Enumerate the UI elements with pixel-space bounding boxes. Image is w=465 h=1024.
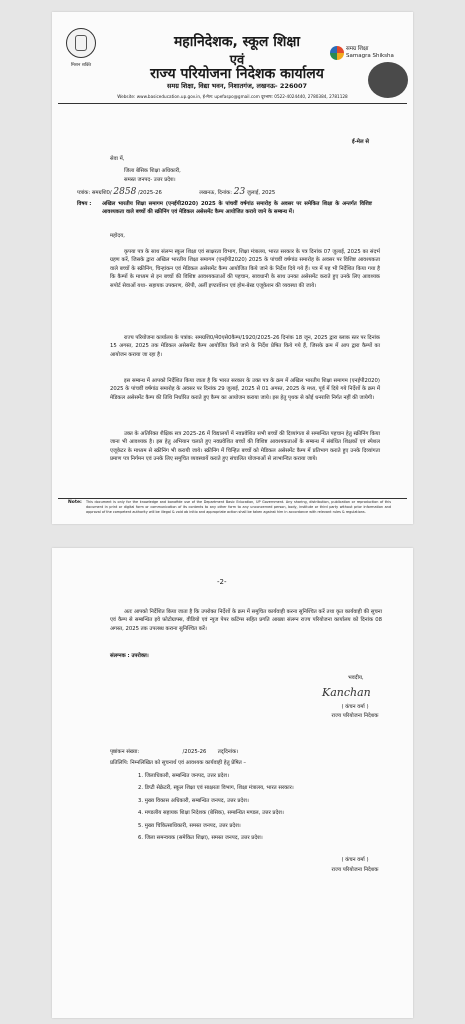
copy-list-item: 5. मुख्य चिकित्साधिकारी, समस्त जनपद, उत्तर प्रदेश। [138, 822, 241, 829]
copy-list-item: 3. मुख्य विकास अधिकारी, सम्बन्धित जनपद, उत्तर प्रदेश। [138, 797, 249, 804]
samagra-shiksha-icon [330, 46, 344, 60]
samagra-logo-text-hindi: समग्र शिक्षा [346, 46, 369, 52]
campaign-photo-icon [368, 62, 408, 98]
samagra-logo-text-english: Samagra Shiksha [346, 53, 394, 59]
date-handwritten: 23 [233, 187, 246, 197]
org-title-line2: एवं [229, 53, 245, 68]
emblem-icon [66, 28, 96, 58]
copy-list-item: 4. मण्डलीय सहायक शिक्षा निदेशक (बेसिक), सम्बन्धित मण्डल, उत्तर प्रदेश। [138, 810, 284, 817]
paragraph-4: उक्त के अतिरिक्त शैक्षिक सत्र 2025-26 में विद्यालयों में नवप्रवेशित सभी बच्चों की दिव्यांगता से सम्बन्धित पहचान हेतु स्क्रीनिंग किया जाना भी आवश्यक है। इस हेतु अभियान चलाते हुए नवप्रवेशित बच्चों की विशिष्ट आवश्यकताओं के सम्बन्ध में संबंधित शिक्षकों एवं स्पेशल एजूकेटर के माध्यम से स्क्रीनिंग भी करायी जाये। स्क्रीनिंग में चिन्हित बच्चों को मेडिकल असेसमेंट कैम्प में प्रतिभाग कराते हुए उनके दिव्यांगता प्रमाण पत्र निर्गमन एवं उनके लिए समुचित व्यवस्थायें कराते हुए संचालित योजनाओं से लाभान्वित कराया जाये। [110, 431, 380, 463]
date-label: लखनऊ, दिनांक: [199, 190, 233, 196]
subject-label: विषय : [77, 201, 92, 207]
signer-name-1: ( कंचन वर्मा ) [341, 704, 369, 710]
signer-name-2: ( कंचन वर्मा ) [341, 857, 369, 863]
mission-shakti-caption: मिशन शक्ति [70, 63, 92, 68]
copy-list-item: 2. डिप्टी सेक्रेटरी, स्कूल शिक्षा एवं साक्षरता विभाग, शिक्षा मंत्रालय, भारत सरकार। [138, 785, 294, 792]
letter-page-1 [52, 12, 413, 524]
recipient-line2: समस्त जनपद- उत्तर प्रदेश। [124, 177, 176, 183]
paragraph-3: इस सम्बन्ध में आपको निर्देशित किया जाता है कि भारत सरकार के उक्त पत्र के क्रम में अखिल भारतीय शिक्षा समागम (एनईपी2020) 2025 के पांचवीं वर्षगांठ समारोह के अवसर पर दिनांक 29 जुलाई, 2025 से 01 अगस्त, 2025 के मध्य, पूर्व में दिये गये निर्देशों के क्रम में मेडिकल असेसमेंट कैम्प की तिथि निर्धारित कराते हुए कैम्प का आयोजन कराया जाये। इस हेतु पृथक से कोई धनराशि निर्गत नहीं की जायेगी। [110, 378, 380, 401]
sign-greeting: भवदीय, [348, 675, 364, 681]
footer-divider [58, 498, 407, 499]
signature-handwritten: Kanchan [322, 686, 371, 699]
copy-list-item: 6. जिला समन्वयक (समेकित शिक्षा), समस्त जनपद, उत्तर प्रदेश। [138, 835, 263, 842]
org-title-line3: राज्य परियोजना निदेशक कार्यालय [150, 66, 324, 82]
paragraph-5: अतः आपको निर्देशित किया जाता है कि उपरोक्त निर्देशों के क्रम में समुचित कार्यवाही करना सुनिश्चित करें तथा कृत कार्यवाही की सूचना एवं कैम्प से सम्बन्धित इवे फ़ोटोग्राफ्स, वीडियो एवं न्यूज पेपर कटिंग्स सहित प्रगति आख्या संलग्न राज्य परियोजना कार्यालय को दिनांक 08 अगस्त, 2025 तक उपलब्ध कराना सुनिश्चित करें। [110, 609, 382, 632]
date-rest: जुलाई, 2025 [246, 190, 276, 196]
reference-line [77, 188, 407, 197]
ref-label: पत्रांक: समग्रशि0/ [77, 190, 112, 196]
email-mark: ई-मेल से [352, 139, 369, 145]
signer-title-1: राज्य परियोजना निदेशक [331, 713, 379, 719]
org-title-line1: महानिदेशक, स्कूल शिक्षा [173, 34, 301, 50]
up-govt-emblem-logo [58, 22, 104, 80]
endorsement-label: पृष्ठांकन संख्या: [110, 749, 140, 755]
copy-list-item: 1. जिलाधिकारी, सम्बन्धित जनपद, उत्तर प्रदेश। [138, 773, 230, 779]
signer-title-2: राज्य परियोजना निदेशक [331, 867, 379, 873]
samagra-shiksha-logo [328, 40, 410, 100]
endorsement-line [110, 748, 400, 756]
recipient-line1: जिला बेसिक शिक्षा अधिकारी, [124, 168, 181, 174]
org-address: समग्र शिक्षा, विद्या भवन, निशातगंज, लखनऊ- 226007 [166, 82, 308, 90]
paragraph-2: राज्य परियोजना कार्यालय के पत्रांक: समग्रशि0/मे0एसे0कैम्प/1920/2025-26 दिनांक 18 जून, 2025 द्वारा ब्लाक स्तर पर दिनांक 15 अगस्त, 2025 तक मेडिकल असेसमेंट कैम्प आयोजित किये जाने के निर्देश प्रेषित किये गये हैं, जिसके क्रम में आप द्वारा कैम्पों का आयोजन कराया जा रहा है। [110, 335, 380, 358]
subject-text: अखिल भारतीय शिक्षा समागम (एनईपी2020) 2025 के पांचवीं वर्षगांठ समारोह के अवसर पर समेकित शिक्षा के अन्तर्गत विशिष्ट आवश्यकता वाले बच्चों की स्क्रीनिंग एवं मेडिकल असेसमेंट कैम्प आयोजित कराये जाने के सम्बन्ध में। [102, 201, 372, 216]
copy-list [138, 772, 388, 846]
endorsement-date: तद्‌दिनांक। [217, 749, 239, 755]
salutation: सेवा में, [110, 156, 125, 162]
greeting: महोदय, [110, 233, 125, 239]
enclosure: संलग्नक : उपरोक्त। [110, 653, 149, 659]
paragraph-1: कृपया पत्र के साथ संलग्न स्कूल शिक्षा एवं साक्षरता विभाग, शिक्षा मंत्रालय, भारत सरकार के पत्र दिनांक 07 जुलाई, 2025 का संदर्भ ग्रहण करें, जिसके द्वारा अखिल भारतीय शिक्षा समागम (एनईपी2020) 2025 के पांचवीं वर्षगांठ समारोह के अवसर पर विशिष्ट आवश्यकता वाले बच्चों के स्क्रीनिंग, चिन्हांकन एवं मेडिकल असेसमेंट कैम्प आयोजित किये जाने के निर्देश दिये गये हैं। पत्र में यह भी निर्देशित किया गया है कि कैम्पों के माध्यम से इन बच्चों की विशिष्ट आवश्यकताओं की पहचान, सावधानी के साथ उनका असेसमेंट कराते हुए उनके लिए आवश्यक सपोर्ट सेवाओं यथा- सहायक उपकरण, थेरेपी, अर्ली इण्टरवेंशन एवं होम-बेस्ड एजूकेशन की व्यवस्था की जाये। [110, 249, 380, 289]
note-text: This document is only for the knowledge and bonafide use of the Department Basic Education, UP Government. Any sharing, distribution, publication or reproduction of this document in print or digital form or communication of its contents to any other form to any unconcerned person, body, institute or third party without prior information and approval of the competent authority will be illegal & void ab initio and appropriate action shall be taken against him in accordance with relevant rules & regulations. [86, 500, 391, 514]
copy-intro: प्रतिलिपि: निम्नलिखित को सूचनार्थ एवं आवश्यक कार्यवाही हेतु प्रेषित – [110, 760, 247, 766]
contact-line: Website: www.basiceducation.up.gov.in, ई-मेल: upefaspo@gmail.com दूरभाष: 0522-4024440, 2780384, 2781128 [117, 94, 348, 99]
header-divider [58, 103, 407, 104]
letter-page-2 [52, 548, 413, 1018]
endorsement-year: /2025-26 [182, 749, 207, 755]
page-number: -2- [217, 578, 227, 586]
ref-number-handwritten: 2858 [113, 187, 137, 197]
note-label: Note: [68, 500, 82, 505]
ref-year: /2025-26 [138, 190, 162, 196]
